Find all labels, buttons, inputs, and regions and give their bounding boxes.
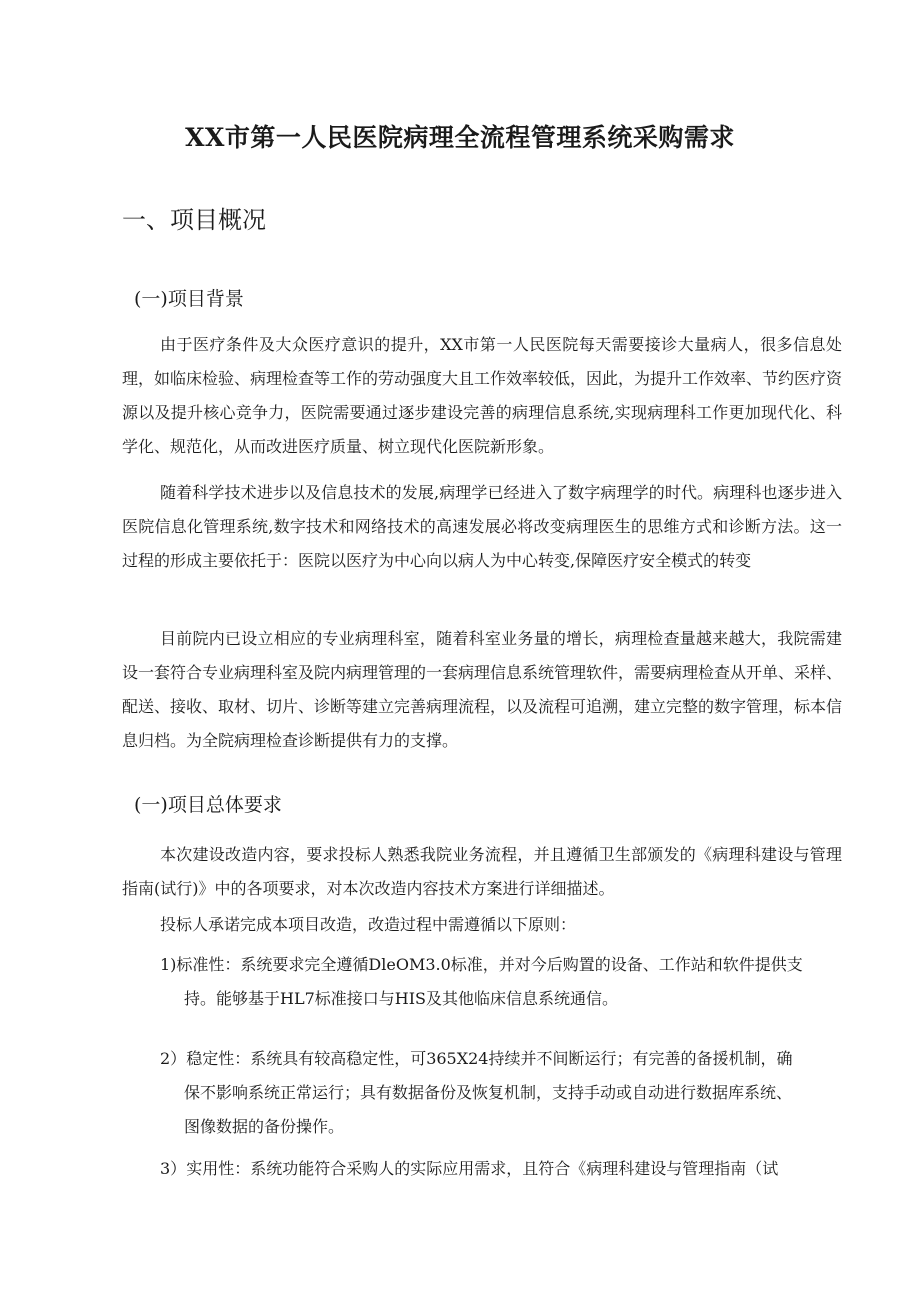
- list-item-line: 标准性：系统要求完全遵循DleOM3.0标准，并对今后购置的设备、工作站和软件提供支: [176, 955, 803, 974]
- list-item-line: 持。能够基于HL7标准接口与HIS及其他临床信息系统通信。: [184, 989, 618, 1008]
- list-item-number: 3）: [160, 1159, 187, 1178]
- list-item-line: 保不影响系统正常运行；具有数据备份及恢复机制，支持手动或自动进行数据库系统、: [184, 1083, 793, 1102]
- list-item-line: 图像数据的备份操作。: [184, 1117, 345, 1136]
- list-item-number: 2）: [160, 1049, 187, 1068]
- list-item-standardization: [160, 948, 842, 1016]
- section-heading-overview: 一、项目概况: [122, 206, 266, 234]
- list-item-line: 稳定性：系统具有较高稳定性，可365X24持续并不间断运行；有完善的备援机制，确: [186, 1049, 793, 1068]
- list-item-number: 1): [160, 955, 177, 974]
- list-item-line: 实用性：系统功能符合采购人的实际应用需求，且符合《病理科建设与管理指南（试: [186, 1159, 779, 1178]
- list-item-practicality: [160, 1152, 842, 1186]
- subsection-heading-background: (一)项目背景: [134, 288, 244, 310]
- subsection-heading-requirements: (一)项目总体要求: [134, 794, 282, 816]
- document-title: XX市第一人民医院病理全流程管理系统采购需求: [185, 123, 735, 152]
- paragraph-background-2: 随着科学技术进步以及信息技术的发展,病理学已经进入了数字病理学的时代。病理科也逐步进入医院信息化管理系统,数字技术和网络技术的高速发展必将改变病理医生的思维方式和诊断方法。这一过程的形成主要依托于：医院以医疗为中心向以病人为中心转变,保障医疗安全模式的转变: [122, 483, 842, 570]
- paragraph-background-3: 目前院内已设立相应的专业病理科室，随着科室业务量的增长，病理检查量越来越大，我院需建设一套符合专业病理科室及院内病理管理的一套病理信息系统管理软件，需要病理检查从开单、采样、配送、接收、取材、切片、诊断等建立完善病理流程，以及流程可追溯，建立完整的数字管理，标本信息归档。为全院病理检查诊断提供有力的支撑。: [122, 629, 843, 750]
- list-item-stability: [160, 1042, 842, 1144]
- paragraph-requirements-2: 投标人承诺完成本项目改造，改造过程中需遵循以下原则：: [160, 915, 577, 934]
- paragraph-background-1: 由于医疗条件及大众医疗意识的提升，XX市第一人民医院每天需要接诊大量病人，很多信息处理，如临床检验、病理检查等工作的劳动强度大且工作效率较低，因此，为提升工作效率、节约医疗资源以及提升核心竞争力，医院需要通过逐步建设完善的病理信息系统,实现病理科工作更加现代化、科学化、规范化，从而改进医疗质量、树立现代化医院新形象。: [122, 335, 843, 456]
- paragraph-requirements-1: 本次建设改造内容，要求投标人熟悉我院业务流程，并且遵循卫生部颁发的《病理科建设与管理指南(试行)》中的各项要求，对本次改造内容技术方案进行详细描述。: [122, 845, 842, 898]
